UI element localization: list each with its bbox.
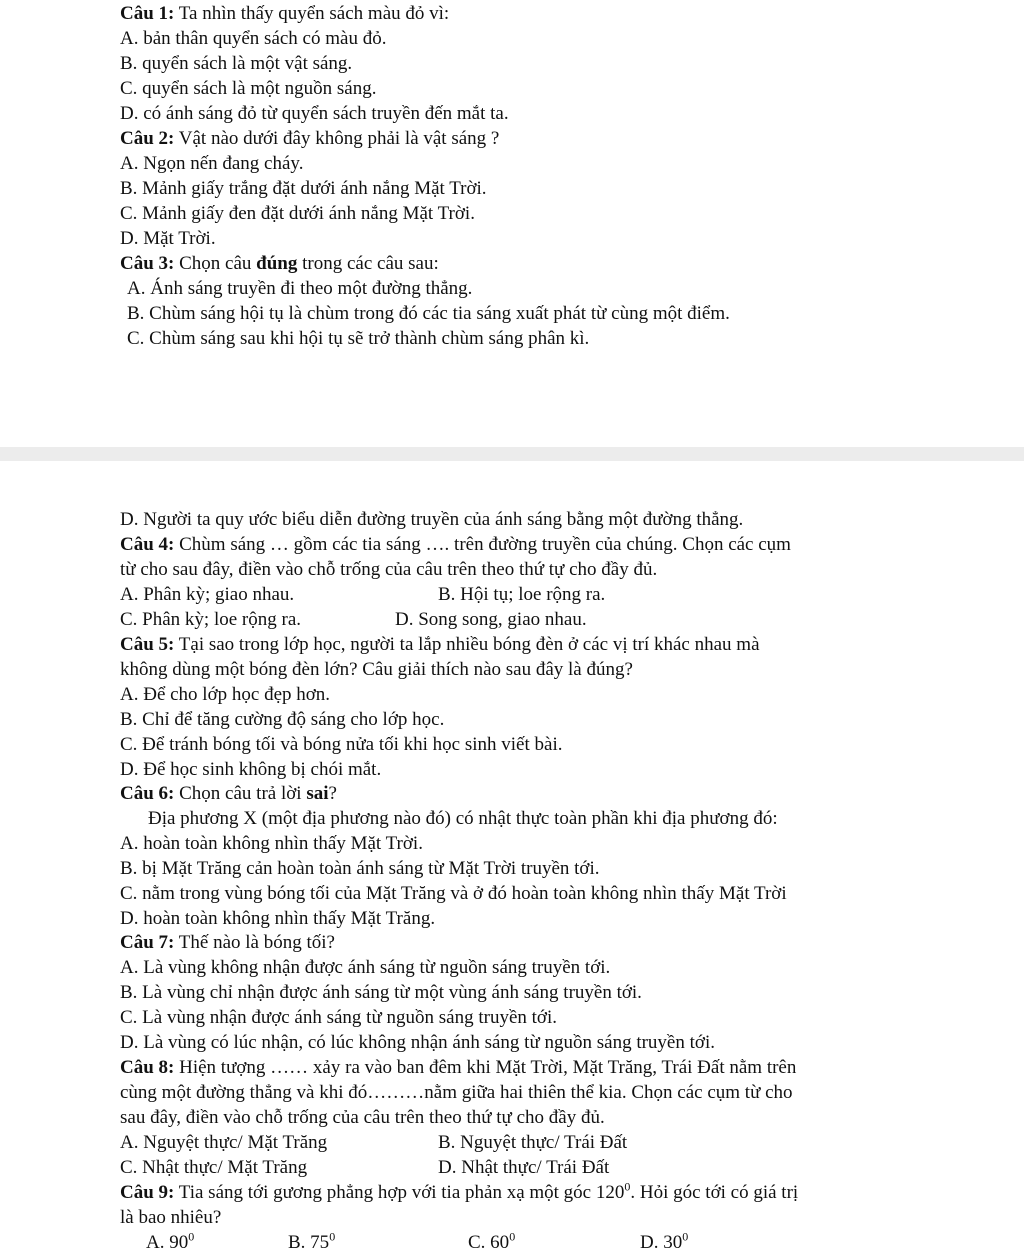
question-5-option-a: A. Để cho lớp học đẹp hơn.: [120, 684, 331, 705]
question-8-stem-line-3: sau đây, điền vào chỗ trống của câu trên theo thứ tự cho đầy đủ.: [120, 1107, 605, 1128]
question-5-stem-line-1: Câu 5: Tại sao trong lớp học, người ta lắp nhiều bóng đèn ở các vị trí khác nhau mà: [120, 634, 760, 655]
question-3-option-d: D. Người ta quy ước biểu diễn đường truyền của ánh sáng bằng một đường thẳng.: [120, 509, 744, 530]
question-8-option-a: A. Nguyệt thực/ Mặt Trăng: [120, 1132, 328, 1153]
question-8-option-c: C. Nhật thực/ Mặt Trăng: [120, 1157, 308, 1178]
page-separator: [0, 447, 1024, 461]
question-2-stem: Câu 2: Vật nào dưới đây không phải là vật sáng ?: [120, 128, 500, 149]
question-7-option-d: D. Là vùng có lúc nhận, có lúc không nhận ánh sáng từ nguồn sáng truyền tới.: [120, 1032, 715, 1053]
question-1-option-d: D. có ánh sáng đỏ từ quyển sách truyền đến mắt ta.: [120, 103, 509, 124]
question-4-option-d: D. Song song, giao nhau.: [395, 609, 587, 630]
question-4-option-b: B. Hội tụ; loe rộng ra.: [438, 584, 606, 605]
question-7-option-a: A. Là vùng không nhận được ánh sáng từ nguồn sáng truyền tới.: [120, 957, 611, 978]
question-6-option-d: D. hoàn toàn không nhìn thấy Mặt Trăng.: [120, 908, 436, 929]
question-4-stem-line-1: Câu 4: Chùm sáng … gồm các tia sáng …. trên đường truyền của chúng. Chọn các cụm: [120, 534, 791, 555]
question-5-option-b: B. Chỉ để tăng cường độ sáng cho lớp học.: [120, 709, 445, 730]
question-8-stem-line-1: Câu 8: Hiện tượng …… xảy ra vào ban đêm khi Mặt Trời, Mặt Trăng, Trái Đất nằm trên: [120, 1057, 797, 1078]
question-5-option-d: D. Để học sinh không bị chói mắt.: [120, 759, 382, 780]
question-4-stem-line-2: từ cho sau đây, điền vào chỗ trống của câu trên theo thứ tự cho đầy đủ.: [120, 559, 658, 580]
question-9-stem-line-1: Câu 9: Tia sáng tới gương phẳng hợp với tia phản xạ một góc $120^0$. Hỏi góc tới có giá trị: [120, 1179, 799, 1203]
question-7-option-b: B. Là vùng chỉ nhận được ánh sáng từ một vùng ánh sáng truyền tới.: [120, 982, 642, 1003]
question-9-option-d: D. $30^0$: [640, 1229, 689, 1253]
question-7-stem: Câu 7: Thế nào là bóng tối?: [120, 932, 335, 953]
question-3-option-c: C. Chùm sáng sau khi hội tụ sẽ trở thành chùm sáng phân kì.: [127, 328, 590, 349]
question-6-option-c: C. nằm trong vùng bóng tối của Mặt Trăng và ở đó hoàn toàn không nhìn thấy Mặt Trời: [120, 883, 787, 904]
question-3-option-b: B. Chùm sáng hội tụ là chùm trong đó các tia sáng xuất phát từ cùng một điểm.: [127, 303, 730, 324]
document-page-bottom: [0, 461, 1024, 1259]
question-5-stem-line-2: không dùng một bóng đèn lớn? Câu giải thích nào sau đây là đúng?: [120, 659, 633, 680]
question-1-stem: Câu 1: Ta nhìn thấy quyển sách màu đỏ vì:: [120, 3, 450, 24]
question-4-option-a: A. Phân kỳ; giao nhau.: [120, 584, 295, 605]
question-1-option-c: C. quyển sách là một nguồn sáng.: [120, 78, 377, 99]
question-3-stem: Câu 3: Chọn câu đúng trong các câu sau:: [120, 253, 439, 274]
question-1-option-b: B. quyển sách là một vật sáng.: [120, 53, 353, 74]
question-5-option-c: C. Để tránh bóng tối và bóng nửa tối khi học sinh viết bài.: [120, 734, 563, 755]
question-9-option-c: C. $60^0$: [468, 1229, 516, 1253]
question-6-context: Địa phương X (một địa phương nào đó) có nhật thực toàn phần khi địa phương đó:: [148, 808, 778, 829]
question-9-stem-line-2: là bao nhiêu?: [120, 1207, 222, 1228]
question-2-option-b: B. Mảnh giấy trắng đặt dưới ánh nắng Mặt Trời.: [120, 178, 487, 199]
question-8-option-d: D. Nhật thực/ Trái Đất: [438, 1157, 610, 1178]
document-page-top: [0, 0, 1024, 447]
question-1-option-a: A. bản thân quyển sách có màu đỏ.: [120, 28, 387, 49]
question-6-option-b: B. bị Mặt Trăng cản hoàn toàn ánh sáng từ Mặt Trời truyền tới.: [120, 858, 600, 879]
question-7-option-c: C. Là vùng nhận được ánh sáng từ nguồn sáng truyền tới.: [120, 1007, 557, 1028]
question-9-option-a: A. $90^0$: [146, 1229, 195, 1253]
question-4-option-c: C. Phân kỳ; loe rộng ra.: [120, 609, 302, 630]
question-8-option-b: B. Nguyệt thực/ Trái Đất: [438, 1132, 628, 1153]
question-2-option-a: A. Ngọn nến đang cháy.: [120, 153, 304, 174]
question-2-option-d: D. Mặt Trời.: [120, 228, 216, 249]
question-6-option-a: A. hoàn toàn không nhìn thấy Mặt Trời.: [120, 833, 423, 854]
question-9-option-b: B. $75^0$: [288, 1229, 336, 1253]
question-8-stem-line-2: cùng một đường thẳng và khi đó………nằm giữa hai thiên thể kia. Chọn các cụm từ cho: [120, 1082, 793, 1103]
question-2-option-c: C. Mảnh giấy đen đặt dưới ánh nắng Mặt Trời.: [120, 203, 475, 224]
question-3-option-a: A. Ánh sáng truyền đi theo một đường thẳng.: [127, 278, 473, 299]
question-6-stem: Câu 6: Chọn câu trả lời sai?: [120, 783, 337, 804]
